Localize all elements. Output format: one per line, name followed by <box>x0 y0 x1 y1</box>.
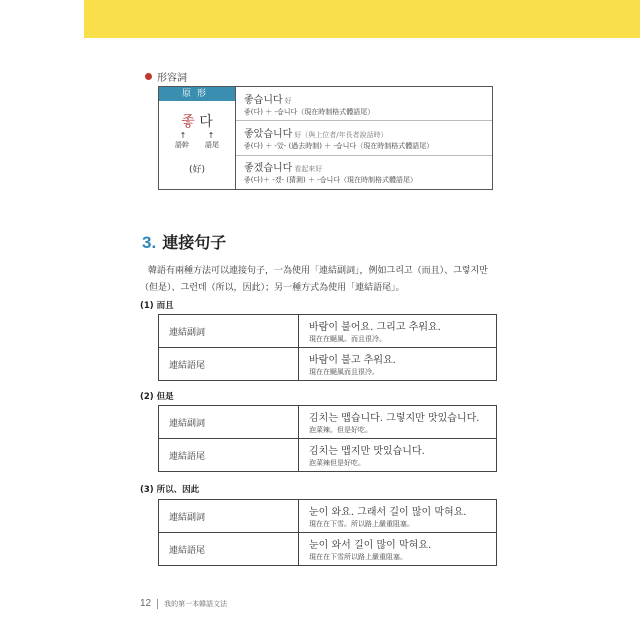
chinese-translation: 現在在颳風而且很冷。 <box>309 368 379 376</box>
table-row <box>159 348 496 380</box>
subsection-heading: (1) 而且 <box>140 301 174 311</box>
conjugation-row <box>236 156 492 189</box>
example-label: 連結語尾 <box>159 348 299 380</box>
table-row <box>159 533 496 565</box>
arrows <box>169 131 225 140</box>
conjugation-breakdown: 좋(다) ＋ -습니다（現在時制格式體語尾） <box>244 107 375 116</box>
table-row <box>159 315 496 348</box>
bullet-icon <box>145 73 152 80</box>
example-table <box>158 314 497 381</box>
example-label: 連結副詞 <box>159 406 299 438</box>
conjugation-list <box>236 87 492 189</box>
base-form-header: 原形 <box>159 87 235 101</box>
korean-sentence: 김치는 맵습니다. 그렇지만 맛있습니다. <box>309 413 480 424</box>
conjugation-main: 좋겠습니다 <box>244 163 293 175</box>
subsection-heading: (3) 所以、因此 <box>140 485 200 495</box>
word-stem: 좋 <box>181 114 195 130</box>
table-row <box>159 439 496 471</box>
conjugation-main: 좋았습니다 <box>244 128 293 140</box>
chinese-translation: 泡菜辣。但是好吃。 <box>309 426 372 434</box>
stem-ending-labels <box>167 140 227 150</box>
section-title <box>142 230 226 253</box>
adjective-table <box>158 86 493 190</box>
korean-sentence: 바람이 불어요. 그리고 추워요. <box>309 322 441 333</box>
page-number: 12 <box>140 598 152 609</box>
conjugation-breakdown: 좋(다)＋ -겠- (猜測) ＋ -습니다（現在時制格式體語尾） <box>244 176 417 185</box>
chinese-translation: 現在在颳風。而且很冷。 <box>309 335 386 343</box>
adjective-heading <box>145 69 187 84</box>
ending-label: 語尾 <box>205 141 219 149</box>
section-number: 3. <box>142 233 157 252</box>
example-label: 連結副詞 <box>159 315 299 347</box>
conjugation-row <box>236 121 492 155</box>
chinese-translation: 現在在下雪所以路上嚴重阻塞。 <box>309 553 407 561</box>
conjugation-main: 좋습니다 <box>244 94 283 106</box>
section-intro: 韓語有兩種方法可以連接句子，一為使用「連結副詞」，例如그리고（而且）、그렇지만（但是）、그런데（所以，因此）；另一種方式為使用「連結語尾」。 <box>140 266 488 293</box>
word-ending: 다 <box>199 114 213 130</box>
korean-sentence: 바람이 불고 추워요. <box>309 355 396 366</box>
example-label: 連結語尾 <box>159 533 299 565</box>
section-title-text: 連接句子 <box>162 233 227 252</box>
subsection-heading: (2) 但是 <box>140 392 174 402</box>
adjective-heading-text: 形容詞 <box>157 73 187 84</box>
conjugation-row <box>236 87 492 121</box>
korean-sentence: 눈이 와요. 그래서 길이 많이 막혀요. <box>309 507 467 518</box>
conjugation-breakdown: 좋(다) ＋ -았- (過去時制) ＋ -습니다（現在時制格式體語尾） <box>244 141 434 150</box>
base-form-cell <box>159 87 236 189</box>
book-title: 我的第一本韓語文法 <box>164 599 228 608</box>
top-color-bar <box>84 0 640 38</box>
conjugation-note: 好 <box>284 96 292 105</box>
example-table <box>158 405 497 472</box>
korean-sentence: 눈이 와서 길이 많이 막혀요. <box>309 540 432 551</box>
stem-label: 語幹 <box>175 141 189 149</box>
conjugation-note: 好（與上位者/年長者說話時） <box>294 130 388 139</box>
footer-divider <box>157 599 158 609</box>
conjugation-note: 看起來好 <box>294 165 323 174</box>
up-arrow-icon: ↑ <box>207 131 215 140</box>
chinese-translation: 現在在下雪。所以路上嚴重阻塞。 <box>309 520 414 528</box>
example-table <box>158 499 497 566</box>
word-meaning: (好) <box>188 165 206 175</box>
page-footer <box>140 598 227 609</box>
korean-sentence: 김치는 맵지만 맛있습니다. <box>309 446 425 457</box>
chinese-translation: 泡菜辣但是好吃。 <box>309 459 365 467</box>
base-word <box>159 111 235 131</box>
example-label: 連結語尾 <box>159 439 299 471</box>
up-arrow-icon: ↑ <box>179 131 187 140</box>
table-row <box>159 406 496 439</box>
table-row <box>159 500 496 533</box>
example-label: 連結副詞 <box>159 500 299 532</box>
